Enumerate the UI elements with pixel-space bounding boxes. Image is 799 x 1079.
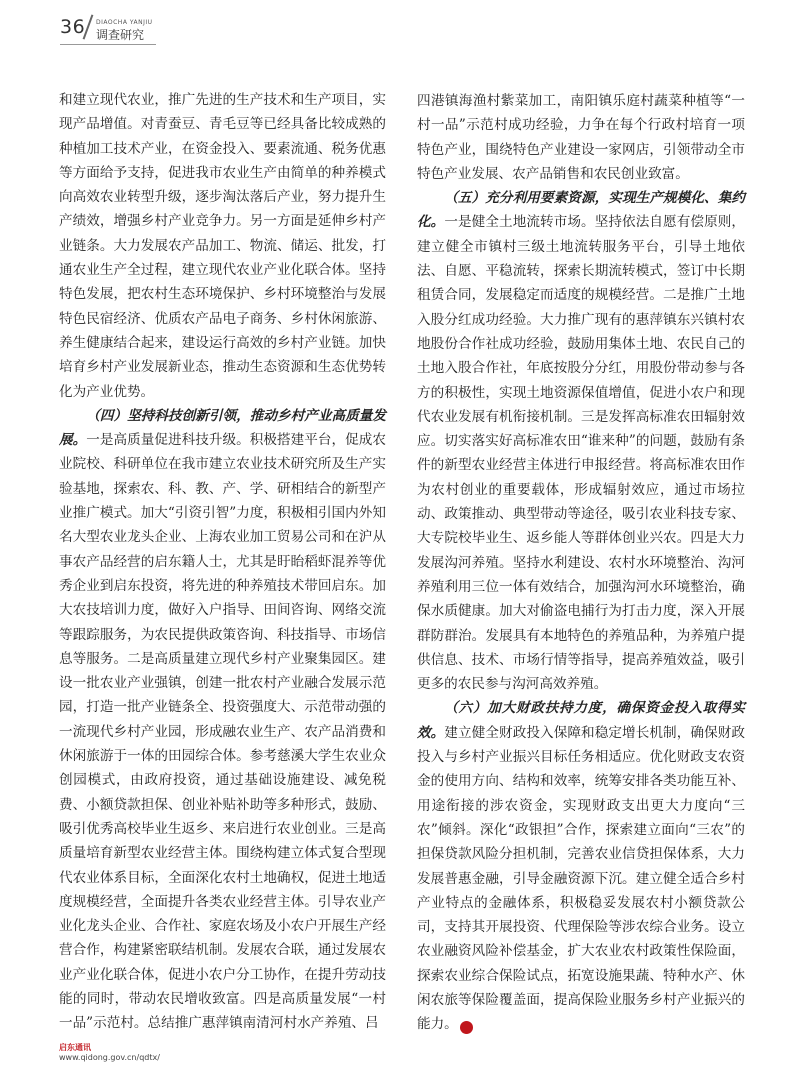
paragraph-right-1 xyxy=(417,89,745,186)
paragraph-right-3 xyxy=(417,696,745,1036)
section-heading-6: （六）加大财政扶持力度，确保资金投入取得实效。 xyxy=(417,700,745,741)
paragraph-left-1 xyxy=(59,88,386,404)
paragraph-text: 和建立现代农业，推广先进的生产技术和生产项目，实现产品增值。对青蚕豆、青毛豆等已经具备比较成熟的种植加工技术产业，在资金投入、要素流通、税务优惠等方面给予支持，促进我市农业生产由简单的种养模式向高效农业转型升级，逐步淘汰落后产业，努力提升生产绩效，增强乡村产业竞争力。另一方面是延伸乡村产业链条。大力发展农产品加工、物流、储运、批发，打通农业生产全过程，建立现代农业产业化联合体。坚持特色发展，把农村生态环境保护、乡村环境整治与发展特色民宿经济、优质农产品电子商务、乡村休闲旅游、养生健康结合起来，建设运行高效的乡村产业链。加快培育乡村产业发展新业态，推动生态资源和生态优势转化为产业优势。 xyxy=(59,92,386,400)
paragraph-text: 建立健全财政投入保障和稳定增长机制，确保财政投入与乡村产业振兴目标任务相适应。优化财政支农资金的使用方向、结构和效率，统筹安排各类功能互补、用途衔接的涉农资金，实现财政支出更大力度向“三农”倾斜。深化“政银担”合作，探索建立面向“三农”的担保贷款风险分担机制，完善农业信贷担保体系，大力发展普惠金融，引导金融资源下沉。建立健全适合乡村产业特点的金融体系，积极稳妥发展农村小额贷款公司，支持其开展投资、代理保险等涉农综合业务。设立农业融资风险补偿基金，扩大农业农村政策性保险面，探索农业综合保险试点，拓宽设施果蔬、特种水产、休闲农旅等保险覆盖面，提高保险业服务乡村产业振兴的能力。 xyxy=(417,724,746,1033)
section-pinyin: DIAOCHA YANJIU xyxy=(96,19,153,26)
paragraph-right-2 xyxy=(417,186,745,696)
left-column xyxy=(59,88,386,1036)
paragraph-text: 四港镇海渔村紫菜加工，南阳镇乐庭村蔬菜种植等“一村一品”示范村成功经验，力争在每个行政村培育一项特色产业，围绕特色产业建设一家网店，引领带动全市特色产业发展、农产品销售和农民创业致富。 xyxy=(417,93,745,182)
header-rule xyxy=(60,44,156,45)
section-title: 调查研究 xyxy=(96,28,145,42)
page-number: 36 xyxy=(60,16,86,38)
paragraph-text: 一是健全土地流转市场。坚持依法自愿有偿原则，建立健全市镇村三级土地流转服务平台，引导土地依法、自愿、平稳流转，探索长期流转模式，签订中长期租赁合同，发展稳定而适度的规模经营。二是推广土地入股分红成功经验。大力推广现有的惠萍镇东兴镇村农地股份合作社成功经验，鼓励用集体土地、农民自己的土地入股合作社，年底按股分分红，用股份带动参与各方的积极性，实现土地资源保值增值，促进小农户和现代农业发展有机衔接机制。三是发挥高标准农田辐射效应。切实落实好高标准农田“谁来种”的问题，鼓励有条件的新型农业经营主体进行申报经营。将高标准农田作为农村创业的重要载体，形成辐射效应，通过市场拉动、政策推动、典型带动等途径，吸引农业科技专家、大专院校毕业生、返乡能人等群体创业兴农。四是大力发展沟河养殖。坚持水利建设、农村水环境整治、沟河养殖利用三位一体有效结合，加强沟河水环境整治，确保水质健康。加大对偷盗电捕行为打击力度，深入开展群防群治。发展具有本地特色的养殖品种，为养殖户提供信息、技术、市场行情等指导，提高养殖效益，吸引更多的农民参与沟河高效养殖。 xyxy=(417,214,746,693)
footer-url: www.qidong.gov.cn/qdtx/ xyxy=(59,1053,160,1062)
section-heading-5: （五）充分利用要素资源，实现生产规模化、集约化。 xyxy=(417,190,745,231)
section-heading-4: （四）坚持科技创新引领，推动乡村产业高质量发展。 xyxy=(59,407,386,449)
page-header xyxy=(60,14,760,44)
footer-brand: 启东通讯 xyxy=(59,1043,91,1052)
right-column xyxy=(417,89,745,1037)
paragraph-text: 一是高质量促进科技升级。积极搭建平台，促成农业院校、科研单位在我市建立农业技术研究所及生产实验基地，探索农、科、教、产、学、研相结合的新型产业推广模式。加大“引资引智”力度，积极相引国内外知名大型农业龙头企业、上海农业加工贸易公司和在沪从事农产品经营的启东籍人士，尤其是盱眙稻虾混养等优秀企业到启东投资，将先进的种养殖技术带回启东。加大农技培训力度，做好入户指导、田间咨询、网络交流等跟踪服务，为农民提供政策咨询、科技指导、市场信息等服务。二是高质量建立现代乡村产业聚集园区。建设一批农业产业强镇，创建一批农村产业融合发展示范园，打造一批产业链条全、投资强度大、示范带动强的一流现代乡村产业园，形成融农业生产、农产品消费和休闲旅游于一体的田园综合体。参考慈溪大学生农业众创园模式，由政府投资，通过基础设施建设、减免税费、小额贷款担保、创业补贴补助等多种形式，鼓励、吸引优秀高校毕业生返乡、来启进行农业创业。三是高质量培育新型农业经营主体。围绕构建立体式复合型现代农业体系目标，全面深化农村土地确权，促进土地适度规模经营，全面提升各类农业经营主体。引导农业产业化龙头企业、合作社、家庭农场及小农户开展生产经营合作，构建紧密联结机制。发展农合联，通过发展农业产业化联合体，促进小农户分工协作，在提升劳动技能的同时，带动农民增收致富。四是高质量发展“一村一品”示范村。总结推广惠萍镇南清河村水产养殖、吕 xyxy=(59,432,387,1032)
page-footer xyxy=(59,1043,160,1063)
end-mark-icon: 启 xyxy=(460,1021,473,1034)
paragraph-left-2 xyxy=(59,404,386,1036)
